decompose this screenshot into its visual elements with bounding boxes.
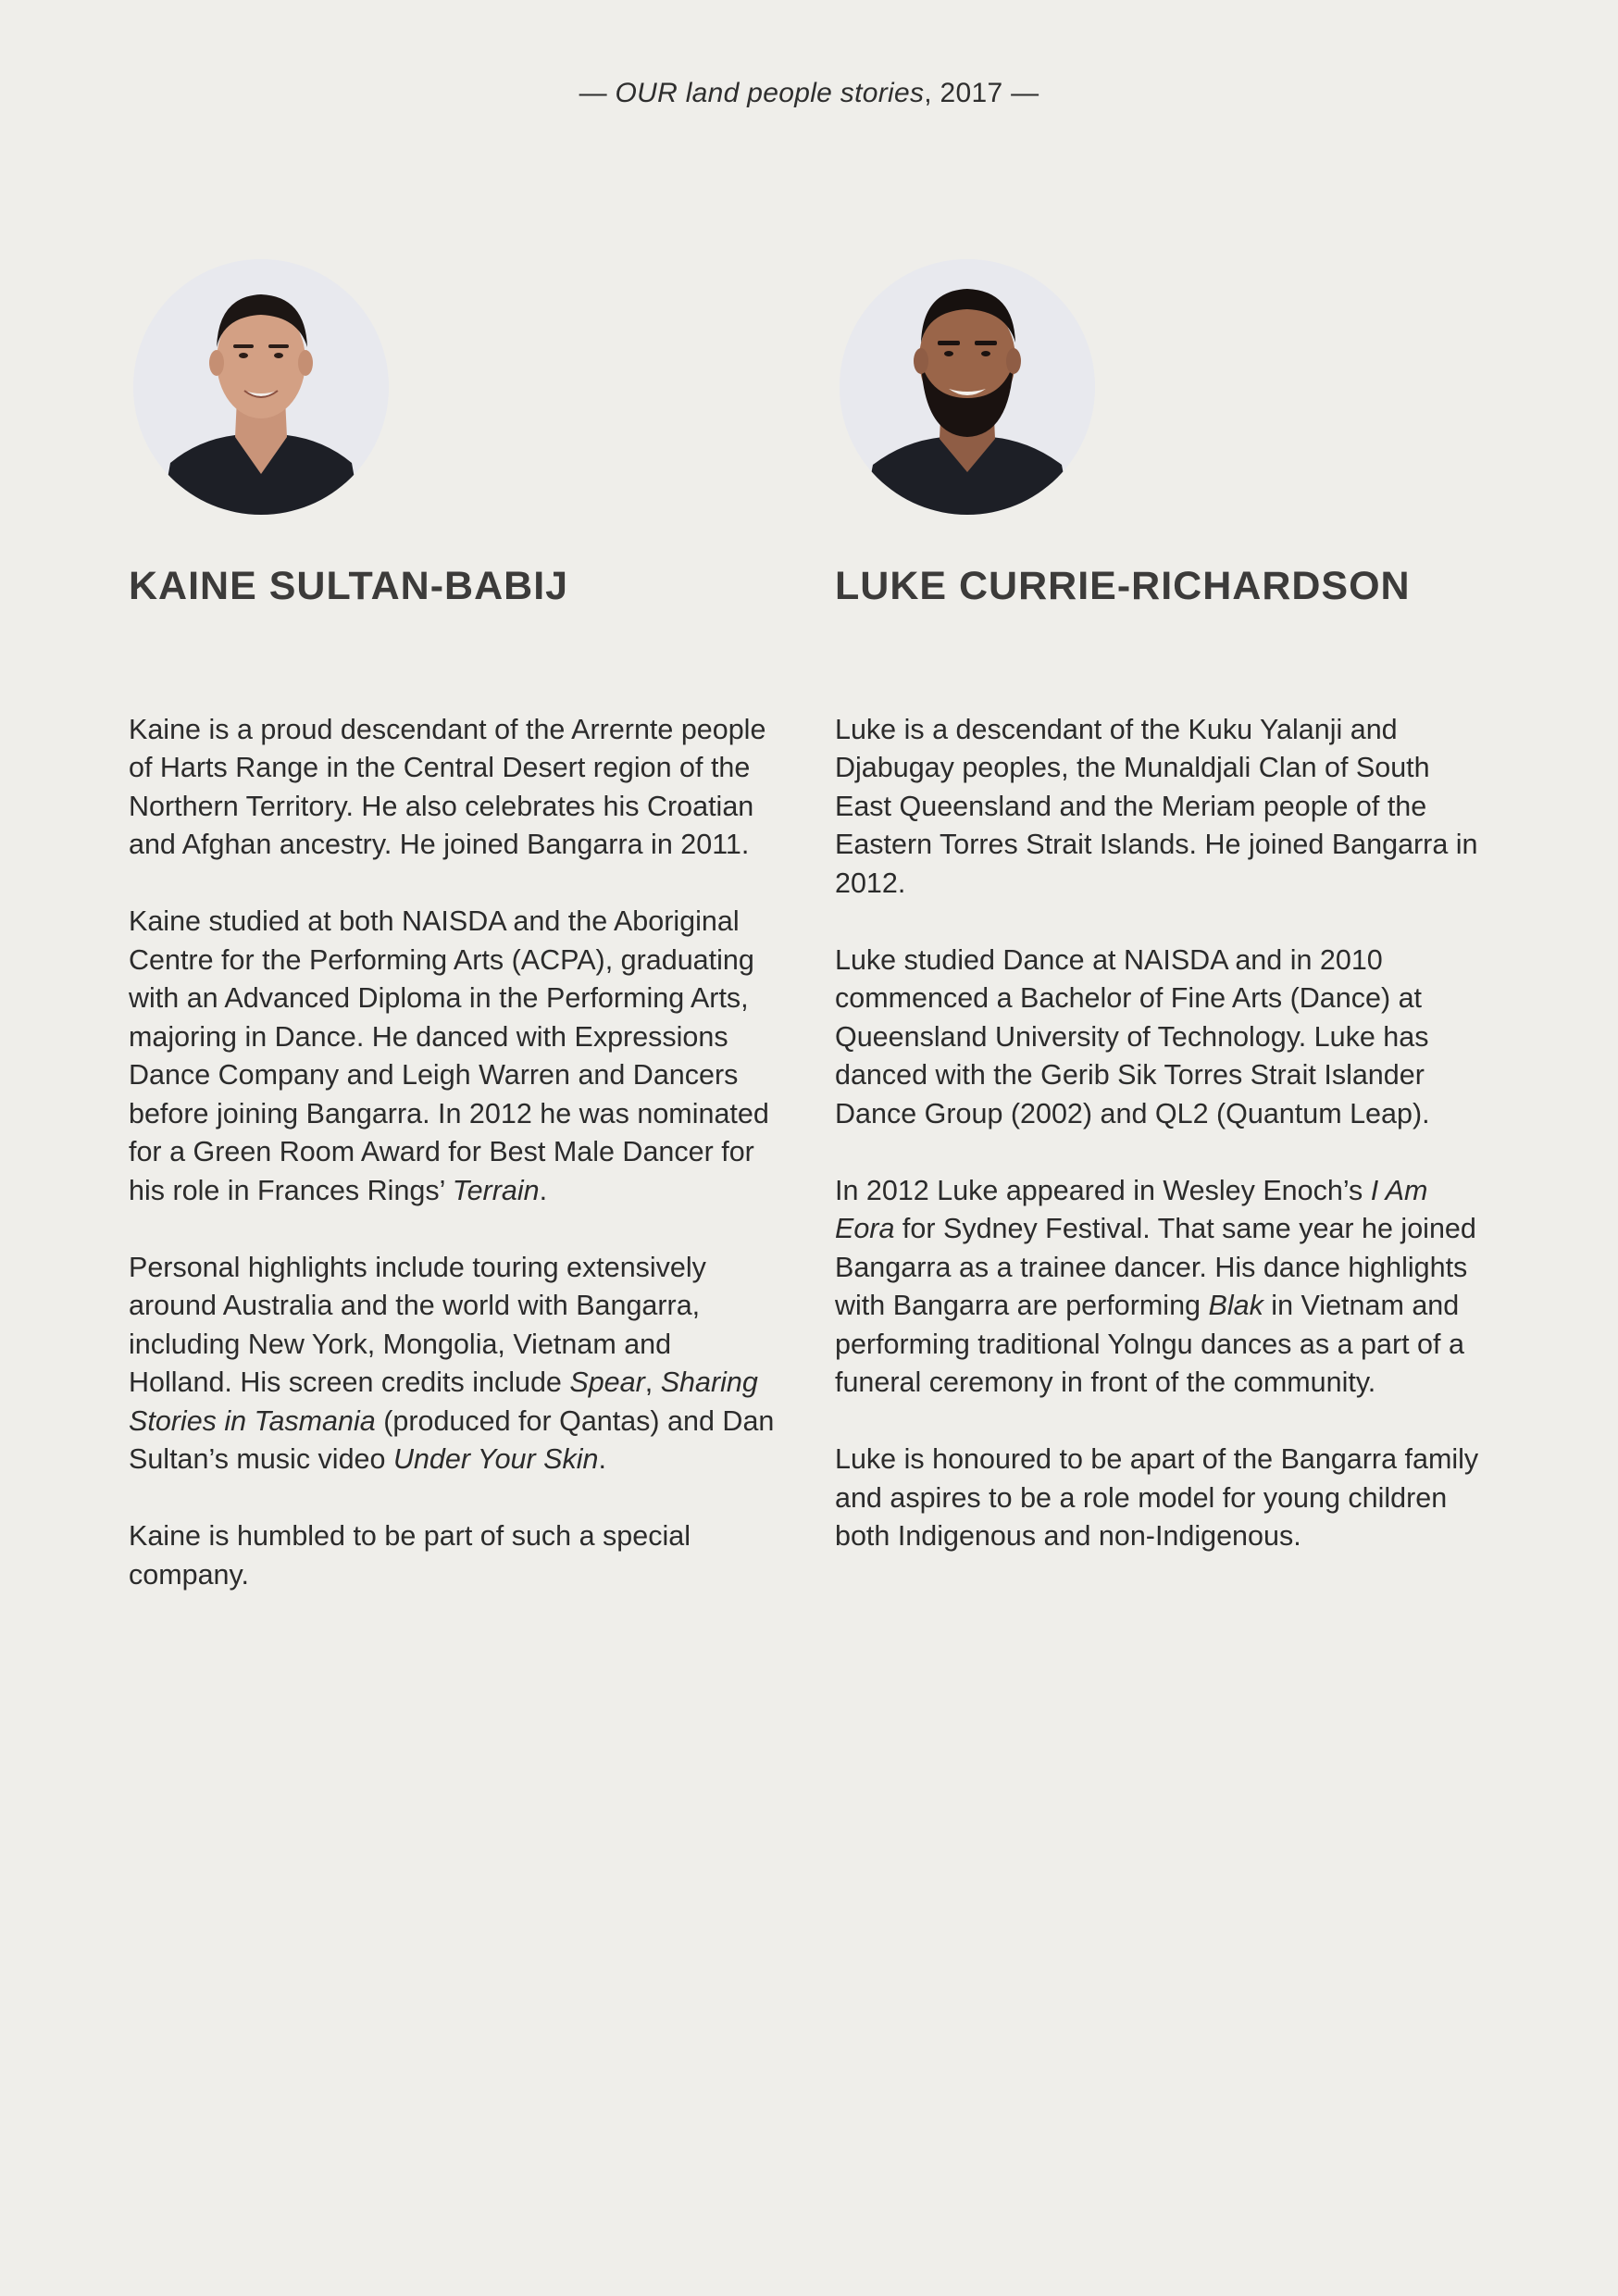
bio-text: Personal highlights include touring extensively around Australia and the world with Bangarra, including New York, Mongolia, Vietnam and Holland. His screen credits include	[129, 1251, 706, 1399]
bio-paragraph	[129, 903, 777, 1210]
dancer-bio	[129, 711, 777, 1595]
bio-text: Luke is a descendant of the Kuku Yalanji and Djabugay peoples, the Munaldjali Clan of South East Queensland and the Meriam people of the Eastern Torres Strait Islands. He joined Bangarra in 2012.	[835, 713, 1478, 899]
bio-paragraph	[129, 1249, 777, 1479]
dancer-profile-luke	[835, 259, 1483, 1594]
italic-title: Under Your Skin	[392, 1443, 599, 1476]
bio-paragraph	[835, 1172, 1483, 1403]
bio-text: In 2012 Luke appeared in Wesley Enoch’s	[835, 1174, 1371, 1206]
dancer-bio	[835, 711, 1483, 1556]
header-year: , 2017 —	[924, 78, 1039, 108]
italic-title: Terrain	[452, 1174, 540, 1206]
dancer-profile-kaine	[129, 259, 777, 1633]
bio-text: Kaine is humbled to be part of such a special company.	[129, 1520, 691, 1591]
bio-text: for Sydney Festival. That same year he joined Bangarra as a trainee dancer. His dance highlights with Bangarra are performing	[835, 1213, 1476, 1322]
italic-title: Spear	[569, 1366, 645, 1399]
portrait-kaine	[133, 259, 389, 515]
bio-text: Kaine studied at both NAISDA and the Aboriginal Centre for the Performing Arts (ACPA), graduating with an Advanced Diploma in the Performing Arts, majoring in Dance. He danced with Expressions Dance Company and Leigh Warren and Dancers before joining Bangarra. In 2012 he was nominated for a Green Room Award for Best Male Dancer for his role in Frances Rings’	[129, 905, 769, 1206]
bio-text: Kaine is a proud descendant of the Arrernte people of Harts Range in the Central Desert region of the Northern Territory. He also celebrates his Croatian and Afghan ancestry. He joined Bangarra in 2011.	[129, 713, 766, 861]
italic-title: Blak	[1208, 1290, 1263, 1322]
bio-paragraph	[835, 942, 1483, 1134]
running-header	[0, 78, 1618, 109]
portrait-luke	[840, 259, 1095, 515]
portrait-photo-icon	[133, 259, 389, 515]
bio-text: (produced for Qantas) and Dan Sultan’s music video	[129, 1404, 775, 1476]
italic-title: I Am Eora	[835, 1174, 1428, 1245]
bio-text: in Vietnam and performing traditional Yolngu dances as a part of a funeral ceremony in front of the community.	[835, 1290, 1464, 1399]
bio-paragraph	[835, 711, 1483, 904]
dancer-name: KAINE SULTAN-BABIJ	[129, 564, 569, 608]
publication-title: OUR land people stories	[615, 78, 925, 108]
bio-paragraph	[129, 711, 777, 865]
header-dash: —	[579, 78, 616, 108]
bio-paragraph	[835, 1441, 1483, 1556]
bio-text: .	[598, 1443, 606, 1476]
bio-text: Luke is honoured to be apart of the Bangarra family and aspires to be a role model for young children both Indigenous and non-Indigenous.	[835, 1443, 1479, 1553]
dancer-name: LUKE CURRIE-RICHARDSON	[835, 564, 1411, 608]
bio-paragraph	[129, 1517, 777, 1594]
bio-text: ,	[644, 1366, 661, 1399]
bio-text: .	[539, 1174, 548, 1206]
portrait-photo-icon	[840, 259, 1095, 515]
italic-title: Sharing Stories in Tasmania	[129, 1366, 758, 1437]
bio-text: Luke studied Dance at NAISDA and in 2010 commenced a Bachelor of Fine Arts (Dance) at Queensland University of Technology. Luke has danced with the Gerib Sik Torres Strait Islander Dance Group (2002) and QL2 (Quantum Leap).	[835, 943, 1430, 1129]
